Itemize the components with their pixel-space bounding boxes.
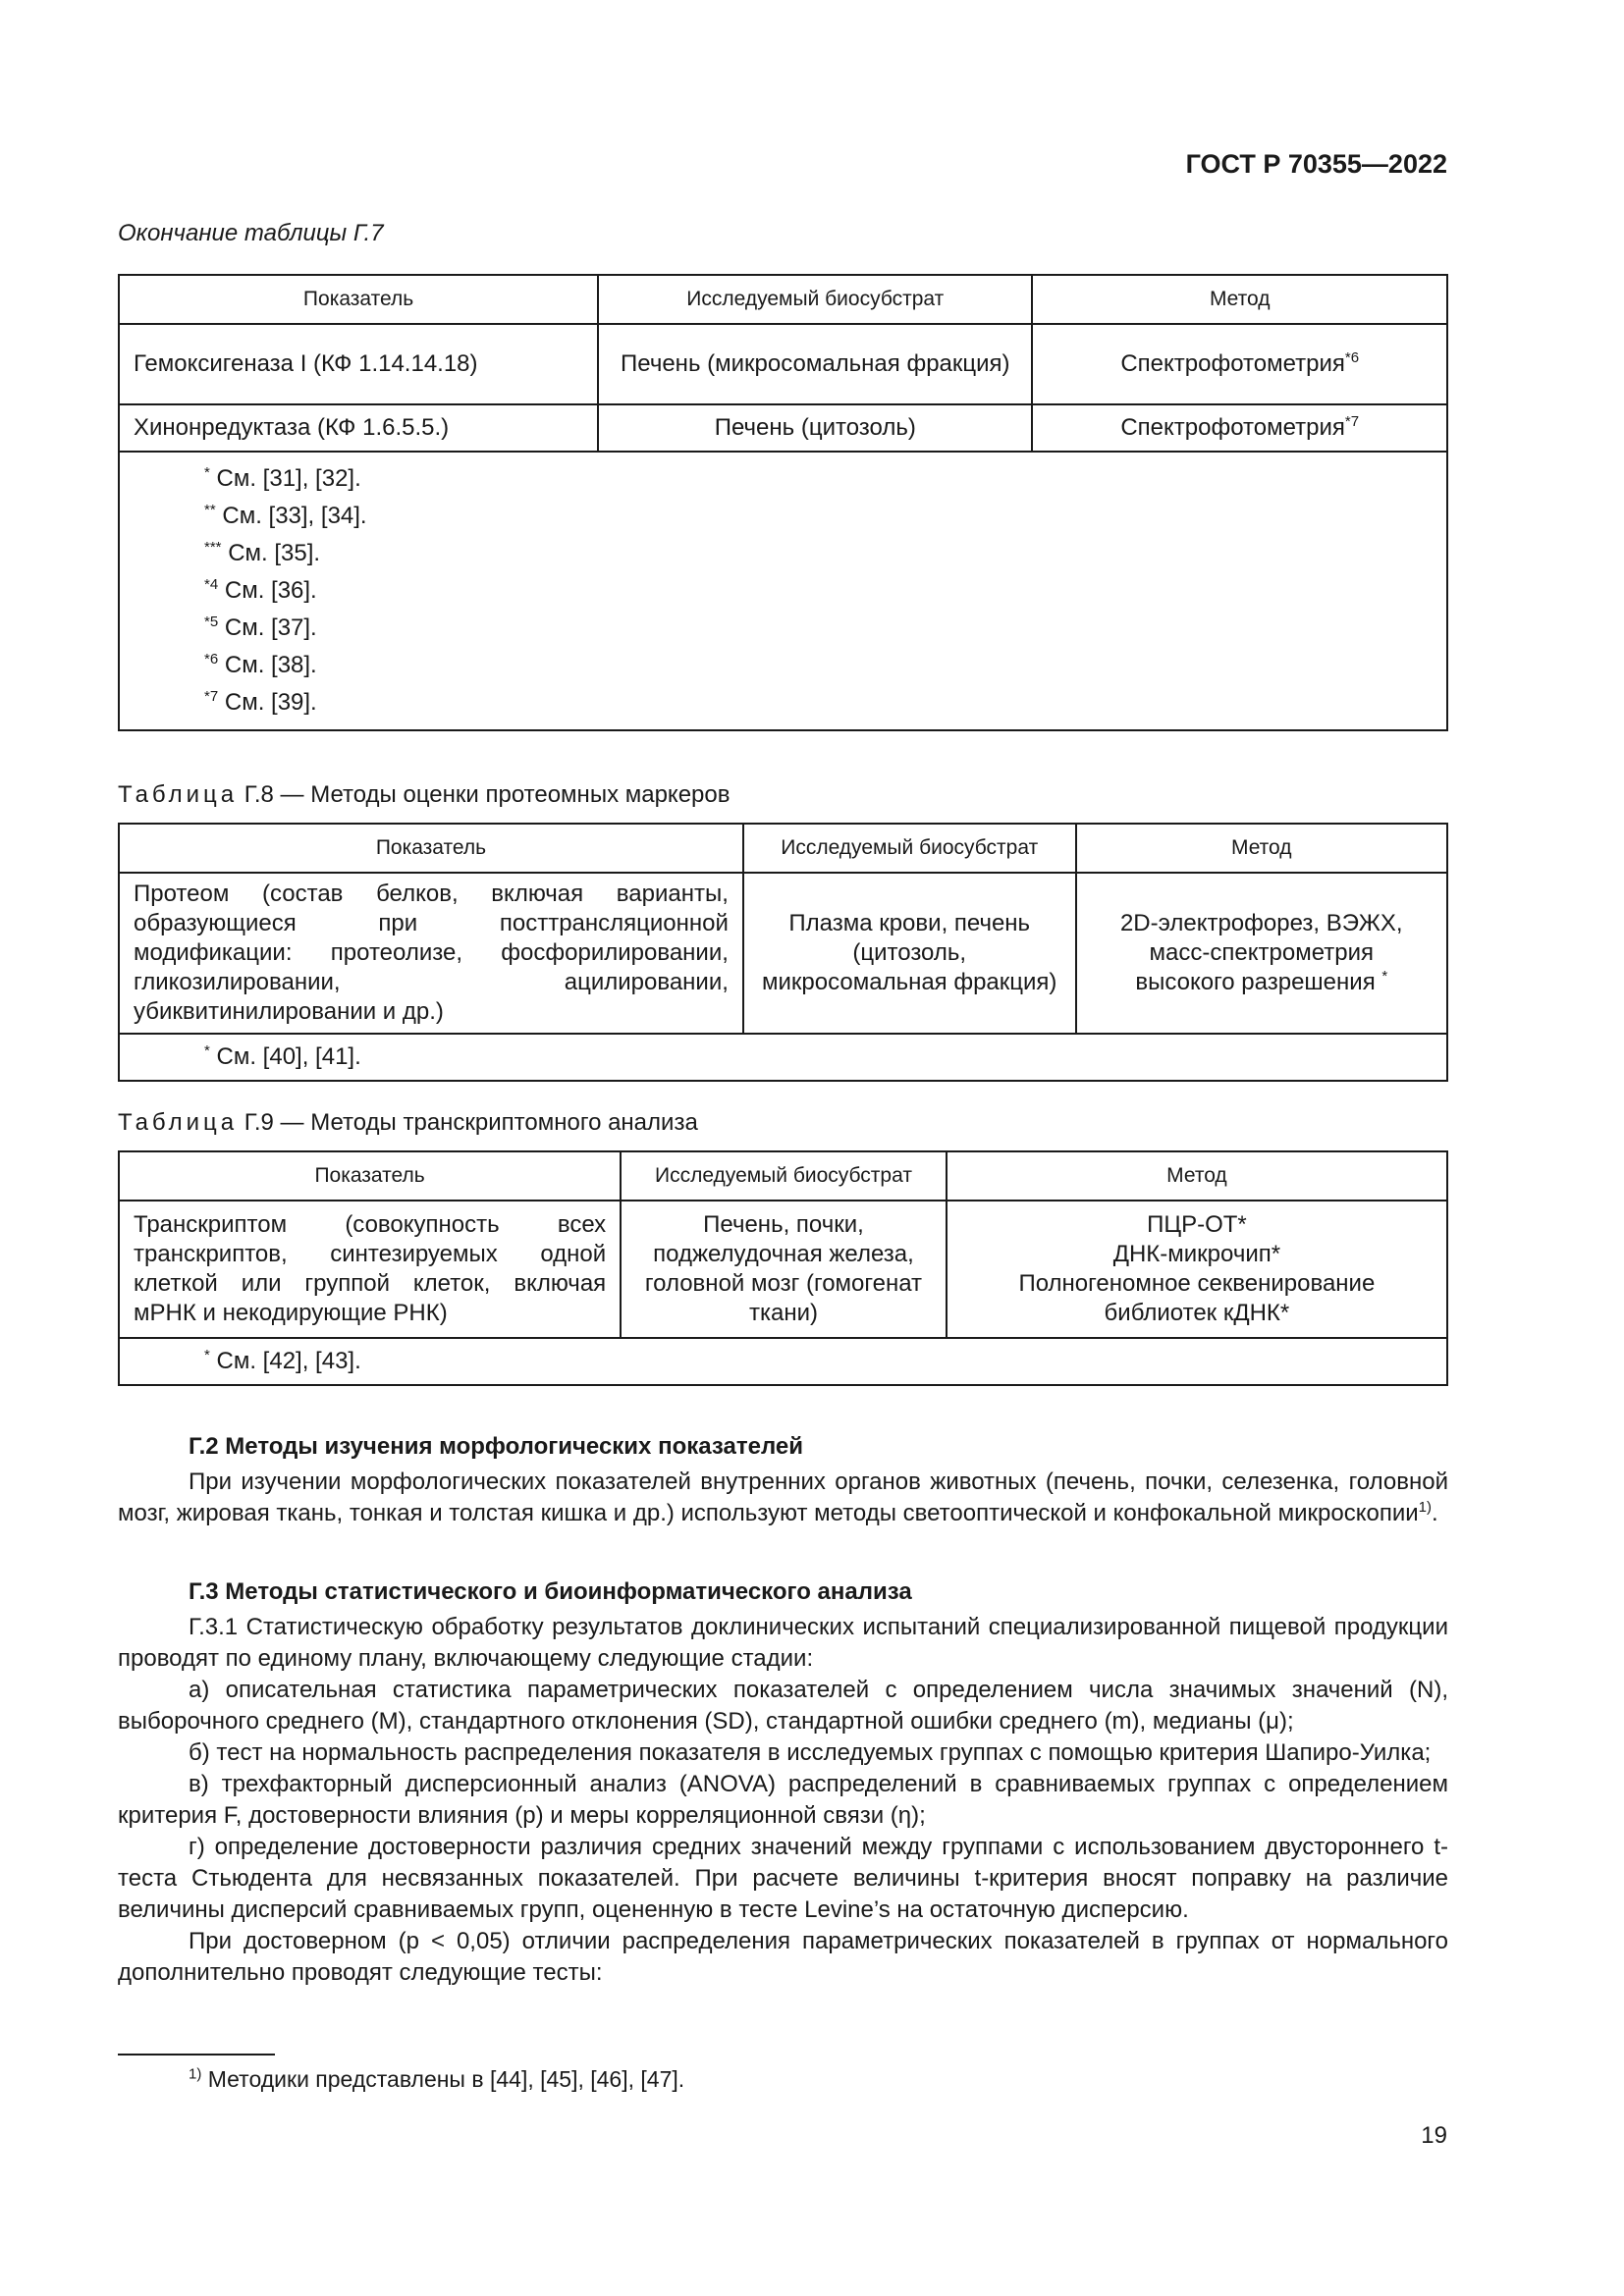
method-line: ДНК-микрочип*: [1112, 1241, 1281, 1267]
table-notes: [119, 452, 1447, 730]
footnote-mark: *6: [204, 651, 219, 667]
method-line: 2D-электрофорез, ВЭЖХ,: [1119, 910, 1403, 936]
table-title: Г.9 — Методы транскриптомного анализа: [244, 1109, 698, 1136]
table-header-row: [119, 275, 1447, 324]
column-header: Показатель: [119, 824, 743, 873]
note-text: См. [38].: [224, 652, 317, 678]
substrate-cell: Печень (микросомальная фракция): [598, 324, 1032, 404]
substrate-cell: Печень (цитозоль): [598, 404, 1032, 452]
indicator-cell: Хинонредуктаза (КФ 1.6.5.5.): [119, 404, 598, 452]
column-header: Исследуемый биосубстрат: [598, 275, 1032, 324]
footnote-mark: 1): [189, 2065, 202, 2083]
method-cell: [1032, 324, 1447, 404]
table-header-row: [119, 1151, 1447, 1201]
page-number: 19: [1421, 2122, 1447, 2149]
method-line: [1091, 968, 1433, 997]
indicator-cell: Протеом (состав белков, включая варианты, образующиеся при посттрансляционной модификации: протеолизе, фосфорилировании, гликозилировании, ацилировании, убиквитинилировании и др.): [119, 873, 743, 1034]
table-header-row: [119, 824, 1447, 873]
note-text: См. [40], [41].: [216, 1043, 361, 1070]
substrate-cell: Печень, почки, поджелудочная железа, головной мозг (гомогенат ткани): [621, 1201, 947, 1338]
footnote-mark: *5: [204, 614, 219, 630]
table-label: Таблица: [118, 781, 239, 808]
method-text: высокого разрешения: [1135, 969, 1376, 995]
paragraph: Г.3.1 Статистическую обработку результатов доклинических испытаний специализированной пищевой продукции проводят по единому плану, включающему следующие стадии:: [118, 1614, 1448, 1672]
table-note: [204, 498, 1433, 535]
note-text: См. [42], [43].: [216, 1348, 361, 1374]
list-item: б) тест на нормальность распределения показателя в исследуемых группах с помощью критерия Шапиро-Уилка;: [189, 1739, 1432, 1766]
column-header: Исследуемый биосубстрат: [621, 1151, 947, 1201]
table-note: [204, 572, 1433, 610]
footnote-mark: *7: [204, 688, 219, 705]
footnote-mark: *: [204, 1042, 210, 1059]
method-text: Спектрофотометрия: [1120, 414, 1345, 441]
column-header: Метод: [1032, 275, 1447, 324]
footnote-mark: *7: [1344, 413, 1360, 430]
method-line: Полногеномное секвенирование: [1018, 1270, 1376, 1297]
paragraph: [118, 1467, 1448, 1529]
footnote-ref: 1): [1418, 1499, 1432, 1516]
table-g8: [118, 823, 1448, 1082]
footnote-mark: *: [204, 1347, 210, 1363]
paragraph-text: При изучении морфологических показателей внутренних органов животных (печень, почки, селезенка, головной мозг, жировая ткань, тонкая и толстая кишка и др.) используют методы светооптической и конфокальной микроскопии: [118, 1468, 1448, 1526]
paragraph: При достоверном (p < 0,05) отличии распределения параметрических показателей в группах от нормального дополнительно проводят следующие тесты:: [118, 1928, 1448, 1986]
table-note: [204, 460, 1433, 498]
indicator-cell: Гемоксигеназа I (КФ 1.14.14.18): [119, 324, 598, 404]
method-cell: [1076, 873, 1447, 1034]
table-notes-row: [119, 1338, 1447, 1385]
column-header: Метод: [1076, 824, 1447, 873]
section-g3-body: [118, 1612, 1448, 1989]
table-title: Г.8 — Методы оценки протеомных маркеров: [244, 781, 731, 808]
table-note: [204, 1343, 1433, 1380]
table-notes: [119, 1338, 1447, 1385]
table-g7-caption: Окончание таблицы Г.7: [118, 220, 384, 246]
table-note: [204, 610, 1433, 647]
note-text: См. [33], [34].: [222, 503, 367, 529]
paragraph-end: .: [1432, 1500, 1438, 1526]
table-g9-caption: [118, 1107, 698, 1138]
column-header: Исследуемый биосубстрат: [743, 824, 1076, 873]
footnote-mark: *4: [204, 576, 219, 593]
footnote: [189, 2065, 684, 2095]
table-note: [204, 684, 1433, 721]
footnote-mark: *: [1381, 968, 1388, 985]
table-row: [119, 404, 1447, 452]
table-note: [204, 535, 1433, 572]
section-g3-title: Г.3 Методы статистического и биоинформатического анализа: [189, 1578, 912, 1605]
table-row: [119, 324, 1447, 404]
table-g8-caption: [118, 779, 731, 810]
list-item: а) описательная статистика параметрических показателей с определением числа значимых значений (N), выборочного среднего (M), стандартного отклонения (SD), стандартной ошибки среднего (m), медианы (μ);: [118, 1677, 1448, 1735]
table-note: [204, 1039, 1433, 1076]
method-line: ПЦР-ОТ*: [1147, 1211, 1247, 1238]
table-g7: [118, 274, 1448, 731]
footnote-mark: **: [204, 502, 216, 518]
method-cell: [947, 1201, 1447, 1338]
column-header: Метод: [947, 1151, 1447, 1201]
table-row: [119, 873, 1447, 1034]
method-line: библиотек кДНК*: [1104, 1300, 1290, 1326]
note-text: См. [31], [32].: [216, 465, 361, 492]
table-label: Таблица: [118, 1109, 239, 1136]
column-header: Показатель: [119, 1151, 621, 1201]
list-item: г) определение достоверности различия средних значений между группами с использованием двустороннего t-теста Стьюдента для несвязанных показателей. При расчете величины t-критерия вносят поправку на различие величины дисперсий сравниваемых групп, оцененную в тесте Levine’s на остаточную дисперсию.: [118, 1834, 1448, 1923]
footnote-text: Методики представлены в [44], [45], [46], [47].: [207, 2066, 685, 2092]
table-notes: [119, 1034, 1447, 1081]
table-notes-row: [119, 452, 1447, 730]
footnote-divider: [118, 2054, 275, 2056]
note-text: См. [35].: [228, 540, 321, 566]
table-g9: [118, 1150, 1448, 1386]
table-row: [119, 1201, 1447, 1338]
section-g2-title: Г.2 Методы изучения морфологических показателей: [189, 1433, 803, 1460]
note-text: См. [37].: [224, 614, 317, 641]
note-text: См. [39].: [224, 689, 317, 716]
section-g2-body: [118, 1467, 1448, 1529]
note-text: См. [36].: [224, 577, 317, 604]
method-text: Спектрофотометрия: [1120, 350, 1345, 377]
list-item: в) трехфакторный дисперсионный анализ (ANOVA) распределений в сравниваемых группах с определением критерия F, достоверности влияния (p) и меры корреляционной связи (η);: [118, 1771, 1448, 1829]
document-id: ГОСТ Р 70355—2022: [1185, 149, 1447, 179]
footnote-mark: *6: [1344, 349, 1360, 366]
footnote-mark: *: [204, 464, 210, 481]
footnote-mark: ***: [204, 539, 222, 556]
table-note: [204, 647, 1433, 684]
substrate-cell: Плазма крови, печень (цитозоль, микросомальная фракция): [743, 873, 1076, 1034]
method-line: масс-спектрометрия: [1149, 939, 1374, 966]
indicator-cell: Транскриптом (совокупность всех транскриптов, синтезируемых одной клеткой или группой клеток, включая мРНК и некодирующие РНК): [119, 1201, 621, 1338]
table-notes-row: [119, 1034, 1447, 1081]
method-cell: [1032, 404, 1447, 452]
column-header: Показатель: [119, 275, 598, 324]
